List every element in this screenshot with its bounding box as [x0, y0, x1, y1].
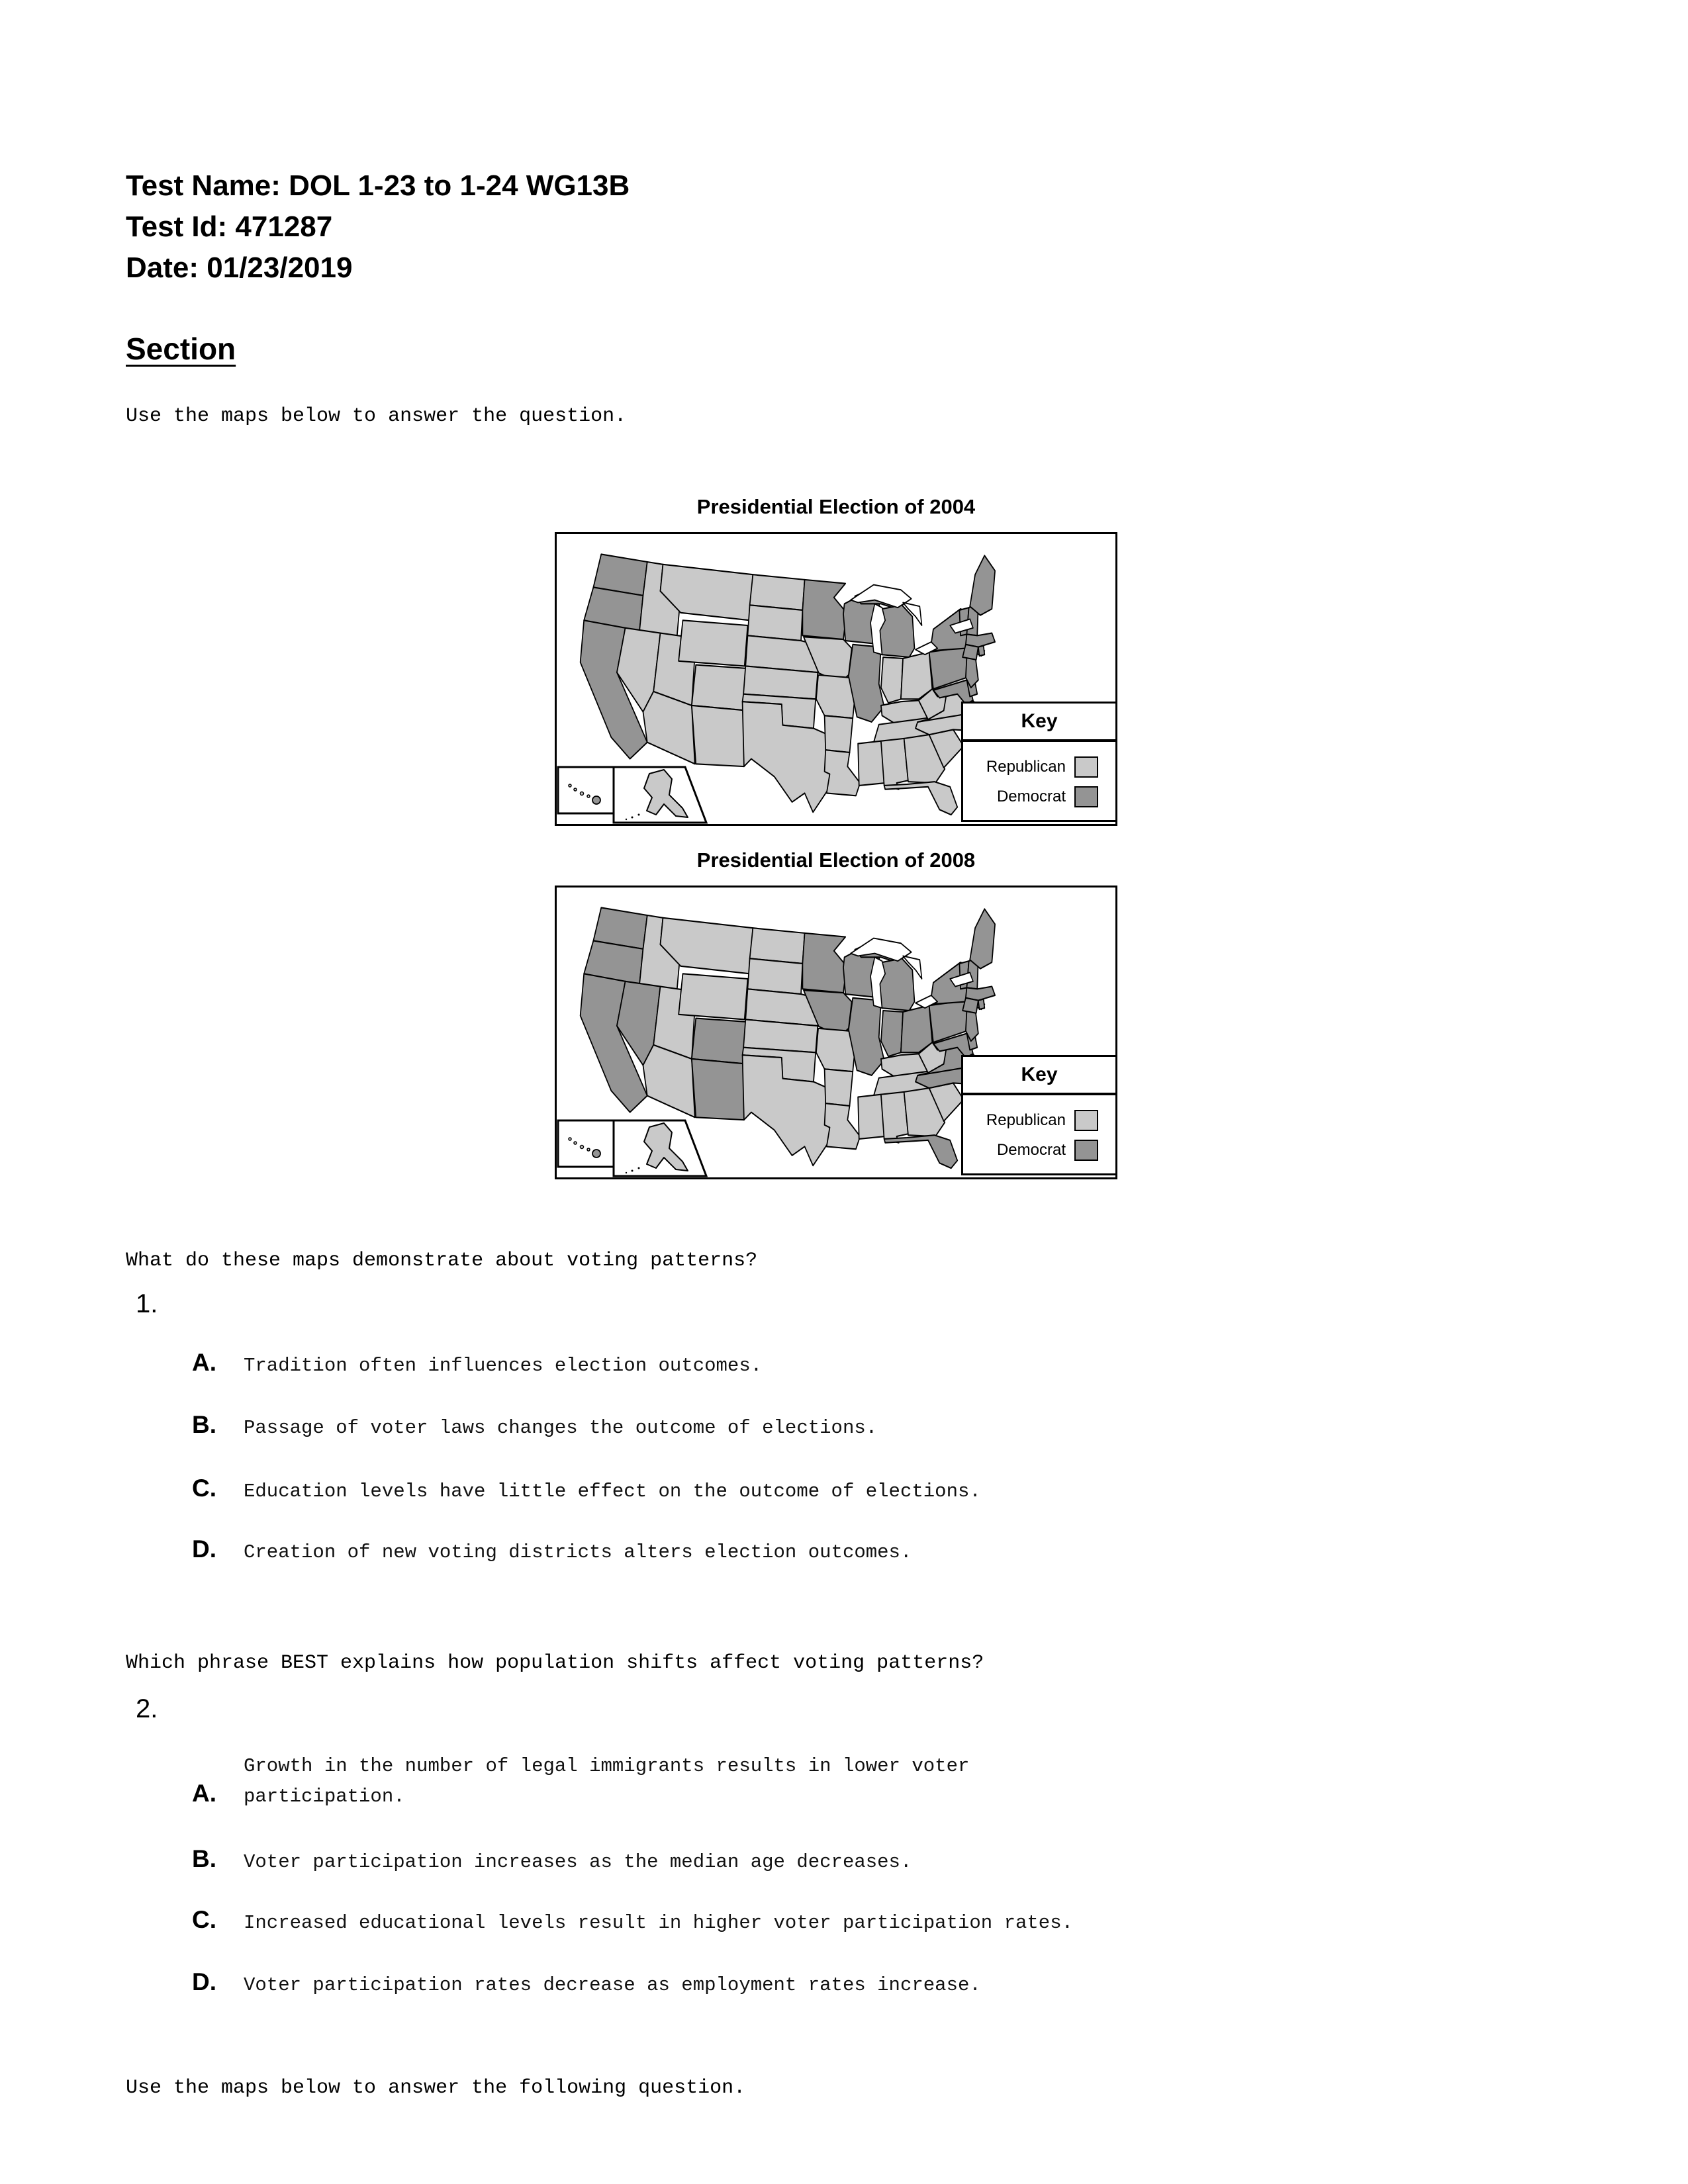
state-nm	[692, 705, 747, 766]
aleutian-island	[638, 814, 640, 816]
option-text: Increased educational levels result in higher voter participation rates.	[244, 1912, 1074, 1934]
state-ri	[978, 646, 984, 656]
option-letter: A.	[192, 1349, 216, 1376]
state-ct	[962, 645, 978, 660]
question-1-option-d[interactable]	[192, 1535, 912, 1568]
state-fl	[884, 782, 958, 815]
question-2-prompt: Which phrase BEST explains how population shifts affect voting patterns?	[126, 1652, 984, 1674]
section-heading: Section	[126, 332, 236, 366]
key-label-republican: Republican	[986, 758, 1066, 776]
state-me	[970, 555, 995, 615]
state-la	[825, 1103, 861, 1149]
option-letter: B.	[192, 1845, 216, 1872]
option-letter: C.	[192, 1906, 216, 1933]
state-nd	[750, 574, 805, 610]
question-1-option-c[interactable]	[192, 1475, 981, 1507]
aleutian-island	[626, 819, 627, 820]
key-row-democrat	[963, 786, 1115, 807]
question-2-option-a[interactable]	[192, 1751, 985, 1812]
hawaii-island	[569, 784, 571, 787]
state-al	[881, 1092, 908, 1143]
aleutian-island	[626, 1172, 627, 1173]
test-name: Test Name: DOL 1-23 to 1-24 WG13B	[126, 169, 630, 202]
test-date: Date: 01/23/2019	[126, 251, 353, 284]
aleutian-island	[632, 1170, 633, 1172]
map-title-2004: Presidential Election of 2004	[696, 495, 976, 518]
question-2-option-c[interactable]	[192, 1906, 1073, 1938]
question-1-number: 1.	[136, 1289, 158, 1318]
key-title: Key	[963, 704, 1115, 742]
hawaii-island	[587, 1148, 590, 1151]
hawaii-island	[569, 1138, 571, 1140]
key-row-republican	[963, 1110, 1115, 1131]
key-row-democrat	[963, 1140, 1115, 1161]
map-key-2004	[961, 702, 1115, 822]
state-la	[825, 750, 861, 796]
map-key-2008	[961, 1055, 1115, 1175]
question-1-option-b[interactable]	[192, 1411, 877, 1443]
question-1-prompt: What do these maps demonstrate about voting patterns?	[126, 1250, 758, 1272]
state-ar	[825, 1069, 853, 1106]
option-text: Growth in the number of legal immigrants results in lower voter participation.	[244, 1755, 970, 1807]
state-sd	[747, 605, 802, 641]
state-mi	[879, 958, 915, 1011]
state-co	[692, 665, 750, 711]
option-text: Creation of new voting districts alters election outcomes.	[244, 1541, 912, 1563]
section-instruction: Use the maps below to answer the question.	[126, 405, 627, 428]
hawaii-inset-frame	[558, 767, 614, 813]
question-2-option-d[interactable]	[192, 1968, 981, 2001]
key-swatch-democrat	[1074, 1140, 1098, 1161]
option-letter: D.	[192, 1535, 216, 1563]
hawaii-island	[574, 788, 577, 791]
option-text: Tradition often influences election outcomes.	[244, 1355, 763, 1377]
question-1-option-a[interactable]	[192, 1349, 762, 1381]
test-id: Test Id: 471287	[126, 210, 333, 243]
aleutian-island	[632, 817, 633, 819]
state-al	[881, 739, 908, 790]
key-label-democrat: Democrat	[996, 788, 1066, 805]
state-me	[970, 909, 995, 968]
state-nm	[692, 1059, 747, 1120]
state-wy	[679, 620, 747, 666]
key-title: Key	[963, 1057, 1115, 1095]
option-letter: B.	[192, 1411, 216, 1438]
hawaii-island	[587, 795, 590, 797]
state-nd	[750, 928, 805, 964]
state-mn	[802, 933, 846, 993]
option-letter: C.	[192, 1475, 216, 1502]
state-fl	[884, 1135, 958, 1168]
document-header	[126, 165, 630, 289]
hawaii-inset-frame	[558, 1120, 614, 1167]
hawaii-island	[574, 1142, 577, 1144]
state-hi	[592, 796, 600, 804]
state-ar	[825, 715, 853, 752]
map-2008	[555, 886, 1117, 1179]
key-swatch-republican	[1074, 1110, 1098, 1131]
map-title-2008: Presidential Election of 2008	[696, 848, 976, 872]
state-mi	[879, 605, 915, 657]
question-2-option-b[interactable]	[192, 1845, 912, 1878]
key-swatch-democrat	[1074, 786, 1098, 807]
state-ct	[962, 998, 978, 1013]
key-label-democrat: Democrat	[996, 1141, 1066, 1159]
option-text: Voter participation rates decrease as employment rates increase.	[244, 1974, 981, 1996]
key-label-republican: Republican	[986, 1111, 1066, 1129]
map-2004	[555, 532, 1117, 826]
option-text: Passage of voter laws changes the outcome of elections.	[244, 1417, 878, 1439]
state-mn	[802, 580, 846, 639]
hawaii-island	[581, 1146, 584, 1149]
option-text: Voter participation increases as the median age decreases.	[244, 1851, 912, 1873]
hawaii-island	[581, 792, 584, 796]
key-row-republican	[963, 756, 1115, 778]
aleutian-island	[638, 1167, 640, 1169]
state-wy	[679, 974, 747, 1019]
question-2-number: 2.	[136, 1694, 158, 1723]
option-letter: A.	[192, 1780, 216, 1807]
option-text: Education levels have little effect on the outcome of elections.	[244, 1480, 981, 1502]
option-letter: D.	[192, 1968, 216, 1995]
state-in	[881, 657, 903, 703]
state-in	[881, 1011, 903, 1056]
state-hi	[592, 1150, 600, 1158]
state-ri	[978, 999, 984, 1009]
footer-instruction: Use the maps below to answer the following question.	[126, 2077, 746, 2099]
key-swatch-republican	[1074, 756, 1098, 778]
state-sd	[747, 958, 802, 994]
state-co	[692, 1019, 750, 1064]
